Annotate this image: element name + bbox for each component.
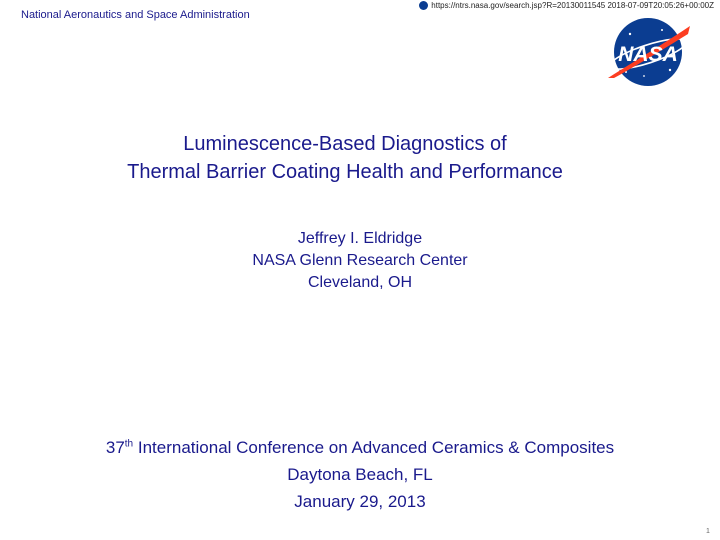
title-line-1: Luminescence-Based Diagnostics of — [183, 133, 507, 155]
author-name: Jeffrey I. Eldridge — [297, 230, 423, 247]
page-number: 1 — [706, 528, 710, 535]
conference-line — [0, 434, 720, 461]
source-url-bar — [419, 1, 714, 10]
title-line-2: Thermal Barrier Coating Health and Performance — [127, 161, 563, 183]
agency-name: National Aeronautics and Space Administration — [21, 9, 250, 21]
conference-date: January 29, 2013 — [294, 492, 426, 511]
conference-ordinal: th — [124, 438, 134, 450]
conference-block — [0, 434, 720, 515]
conference-name: International Conference on Advanced Ceramics & Composites — [137, 438, 615, 457]
nasa-meatball-icon — [600, 12, 696, 92]
nasa-logo-text: NASA — [618, 43, 678, 66]
author-location: Cleveland, OH — [307, 274, 413, 291]
presentation-title — [0, 130, 690, 186]
conference-venue: Daytona Beach, FL — [287, 465, 433, 484]
author-affiliation: NASA Glenn Research Center — [252, 252, 468, 269]
source-url[interactable]: https://ntrs.nasa.gov/search.jsp?R=20130011545 2018-07-09T20:05:26+00:00Z — [431, 1, 714, 10]
conference-number: 37 — [105, 438, 125, 457]
nasa-mini-logo-icon — [419, 1, 428, 10]
author-block — [0, 228, 720, 294]
